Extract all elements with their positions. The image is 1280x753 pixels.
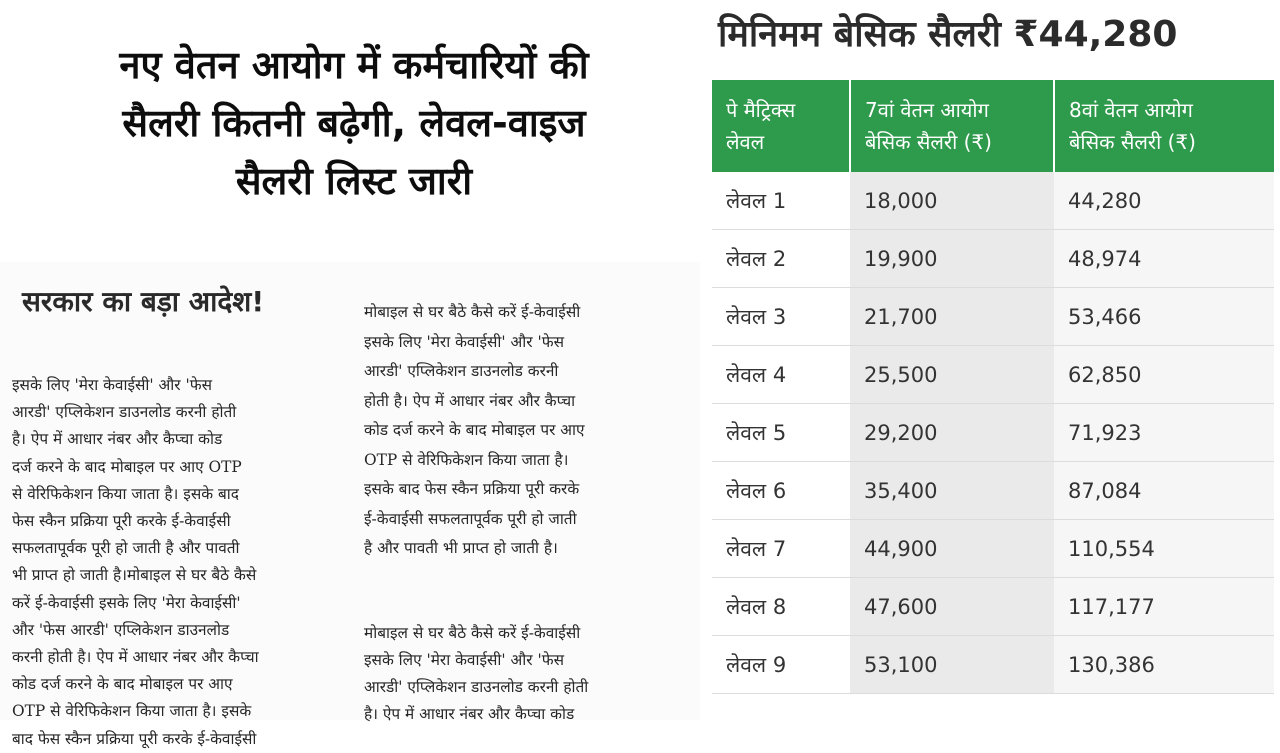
cell-level: लेवल 9	[712, 636, 850, 694]
cell-level: लेवल 8	[712, 578, 850, 636]
cell-8th-salary: 62,850	[1054, 346, 1274, 404]
clipping-text-line: इसके लिए 'मेरा केवाईसी' और 'फेस	[364, 651, 564, 669]
salary-table-container	[712, 80, 1274, 720]
headline-line-3: सैलरी लिस्ट जारी	[235, 159, 473, 203]
clipping-text-line: आरडी' एप्लिकेशन डाउनलोड करनी होती	[12, 403, 237, 422]
cell-8th-salary: 87,084	[1054, 462, 1274, 520]
newspaper-clipping	[0, 262, 700, 748]
clipping-text-line: भी प्राप्त हो जाती है।मोबाइल से घर बैठे कैसे	[12, 566, 257, 585]
cell-level: लेवल 1	[712, 172, 850, 230]
table-row	[712, 288, 1274, 346]
cell-7th-salary: 19,900	[850, 230, 1054, 288]
table-row	[712, 404, 1274, 462]
cell-8th-salary: 48,974	[1054, 230, 1274, 288]
cell-7th-salary: 53,100	[850, 636, 1054, 694]
clipping-text-line: इसके लिए 'मेरा केवाईसी' और 'फेस	[12, 376, 212, 394]
salary-table	[712, 80, 1274, 694]
cell-level: लेवल 5	[712, 404, 850, 462]
clipping-text-line: फेस स्कैन प्रक्रिया पूरी करके ई-केवाईसी	[12, 512, 231, 531]
headline-line-1: नए वेतन आयोग में कर्मचारियों की	[119, 43, 589, 87]
clipping-text-line: मोबाइल से घर बैठे कैसे करें ई-केवाईसी	[364, 624, 581, 642]
cell-8th-salary: 44,280	[1054, 172, 1274, 230]
table-body	[712, 172, 1274, 694]
salary-table-title: मिनिमम बेसिक सैलरी ₹44,280	[718, 14, 1178, 55]
clipping-text-line: करनी होती है। ऐप में आधार नंबर और कैप्चा	[12, 648, 259, 667]
clipping-text-line: OTP से वेरिफिकेशन किया जाता है। इसके	[12, 702, 252, 721]
clipping-text-line: बाद फेस स्कैन प्रक्रिया पूरी करके ई-केवाईसी	[12, 729, 257, 748]
header-7th-pay-commission: 7वां वेतन आयोग बेसिक सैलरी (₹)	[850, 80, 1054, 172]
clipping-text-line: सफलतापूर्वक पूरी हो जाती है और पावती	[12, 539, 240, 558]
cell-7th-salary: 35,400	[850, 462, 1054, 520]
clipping-text-line: और 'फेस आरडी' एप्लिकेशन डाउनलोड	[12, 620, 230, 639]
cell-8th-salary: 117,177	[1054, 578, 1274, 636]
cell-7th-salary: 18,000	[850, 172, 1054, 230]
cell-level: लेवल 7	[712, 520, 850, 578]
clipping-text-line: करें ई-केवाईसी इसके लिए 'मेरा केवाईसी'	[12, 593, 241, 612]
cell-7th-salary: 29,200	[850, 404, 1054, 462]
table-row	[712, 172, 1274, 230]
clipping-text-line: ई-केवाईसी सफलतापूर्वक पूरी हो जाती	[364, 509, 577, 528]
cell-level: लेवल 2	[712, 230, 850, 288]
header-8th-pay-commission: 8वां वेतन आयोग बेसिक सैलरी (₹)	[1054, 80, 1274, 172]
cell-level: लेवल 4	[712, 346, 850, 404]
cell-8th-salary: 110,554	[1054, 520, 1274, 578]
table-row	[712, 462, 1274, 520]
clipping-right-column-top	[364, 298, 684, 564]
headline	[10, 36, 698, 210]
cell-8th-salary: 71,923	[1054, 404, 1274, 462]
table-header-row	[712, 80, 1274, 172]
clipping-text-line: से वेरिफिकेशन किया जाता है। इसके बाद	[12, 484, 239, 503]
cell-level: लेवल 3	[712, 288, 850, 346]
clipping-text-line: है और पावती भी प्राप्त हो जाती है।	[364, 539, 558, 557]
clipping-right-column-bottom	[364, 620, 684, 728]
clipping-text-line: कोड दर्ज करने के बाद मोबाइल पर आए	[12, 675, 233, 694]
cell-7th-salary: 21,700	[850, 288, 1054, 346]
clipping-text-line: इसके बाद फेस स्कैन प्रक्रिया पूरी करके	[364, 480, 580, 498]
cell-level: लेवल 6	[712, 462, 850, 520]
clipping-text-line: है। ऐप में आधार नंबर और कैप्चा कोड	[364, 705, 575, 723]
header-pay-level: पे मैट्रिक्स लेवल	[712, 80, 850, 172]
cell-8th-salary: 130,386	[1054, 636, 1274, 694]
table-row	[712, 346, 1274, 404]
clipping-text-line: मोबाइल से घर बैठे कैसे करें ई-केवाईसी	[364, 303, 581, 321]
clipping-heading: सरकार का बड़ा आदेश!	[22, 285, 265, 318]
clipping-text-line: आरडी' एप्लिकेशन डाउनलोड करनी	[364, 362, 559, 380]
clipping-text-line: इसके लिए 'मेरा केवाईसी' और 'फेस	[364, 332, 564, 351]
table-row	[712, 636, 1274, 694]
clipping-text-line: OTP से वेरिफिकेशन किया जाता है।	[364, 450, 569, 469]
clipping-text-line: है। ऐप में आधार नंबर और कैप्चा कोड	[12, 430, 223, 449]
cell-7th-salary: 44,900	[850, 520, 1054, 578]
headline-line-2: सैलरी कितनी बढ़ेगी, लेवल-वाइज	[122, 101, 586, 145]
clipping-text-line: आरडी' एप्लिकेशन डाउनलोड करनी होती	[364, 678, 589, 696]
cell-7th-salary: 47,600	[850, 578, 1054, 636]
cell-8th-salary: 53,466	[1054, 288, 1274, 346]
cell-7th-salary: 25,500	[850, 346, 1054, 404]
clipping-text-line: दर्ज करने के बाद मोबाइल पर आए OTP	[12, 457, 242, 476]
clipping-text-line: कोड दर्ज करने के बाद मोबाइल पर आए	[364, 421, 585, 439]
clipping-left-column	[12, 372, 344, 753]
table-row	[712, 520, 1274, 578]
clipping-text-line: होती है। ऐप में आधार नंबर और कैप्चा	[364, 391, 576, 410]
table-row	[712, 230, 1274, 288]
table-row	[712, 578, 1274, 636]
